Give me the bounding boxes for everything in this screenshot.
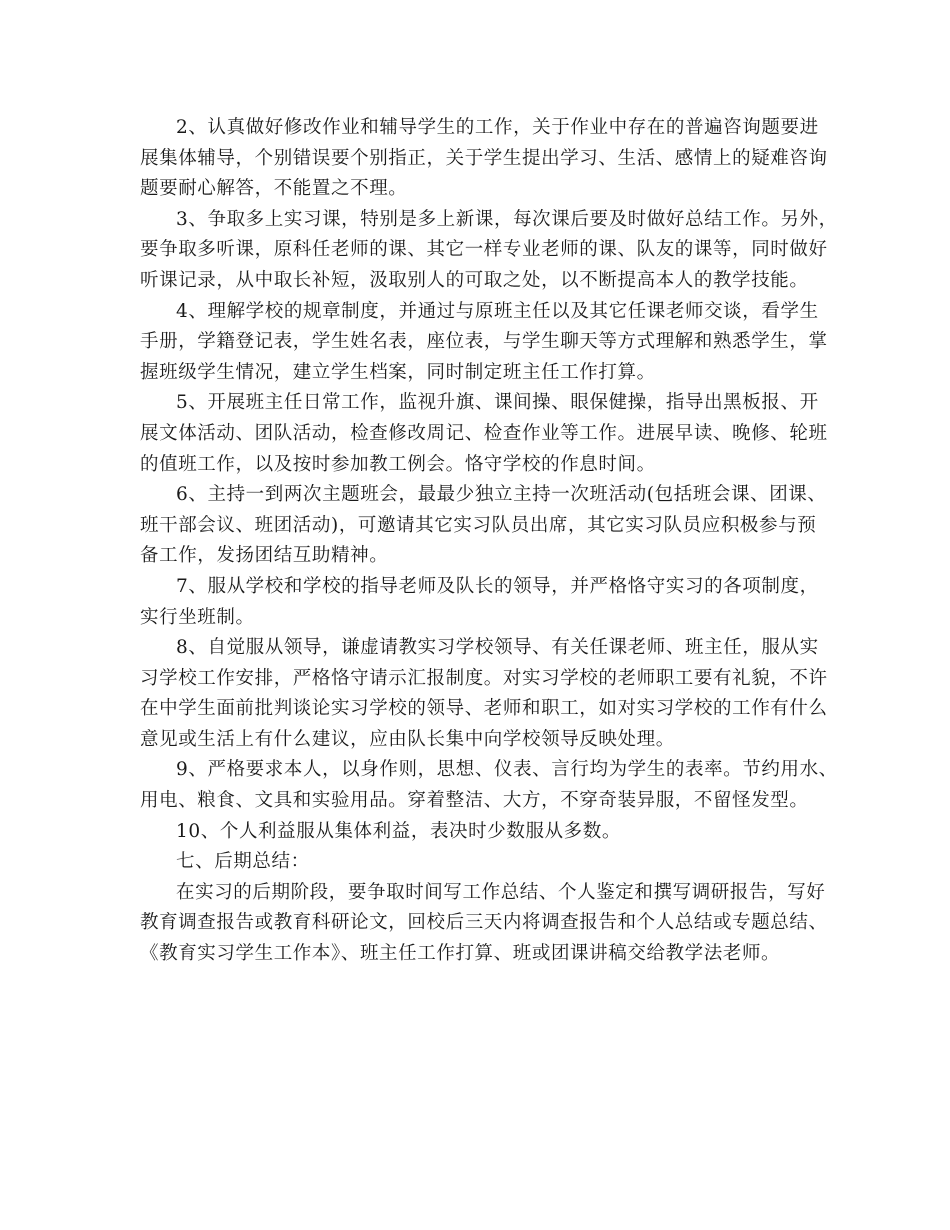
document-body bbox=[140, 113, 838, 970]
text-line: 9、严格要求本人，以身作则，思想、仪表、言行均为学生的表率。节约用水、 bbox=[176, 759, 838, 781]
text-line: 的值班工作，以及按时参加教工例会。恪守学校的作息时间。 bbox=[140, 453, 656, 475]
text-line: 10、个人利益服从集体利益，表决时少数服从多数。 bbox=[176, 820, 621, 842]
paragraph-item-8 bbox=[140, 633, 826, 755]
paragraph-item-9 bbox=[140, 755, 838, 816]
section-heading bbox=[140, 847, 826, 878]
paragraph-item-10 bbox=[140, 817, 826, 848]
text-line: 《教育实习学生工作本》、班主任工作打算、班或团课讲稿交给教学法老师。 bbox=[140, 943, 781, 965]
paragraph-summary bbox=[140, 878, 826, 970]
text-line: 8、自觉服从领导，谦虚请教实习学校领导、有关任课老师、班主任，服从实 bbox=[176, 637, 819, 659]
paragraph-item-4 bbox=[140, 297, 826, 389]
text-line: 意见或生活上有什么建议，应由队长集中向学校领导反映处理。 bbox=[140, 728, 675, 750]
text-line: 6、主持一到两次主题班会，最最少独立主持一次班活动(包括班会课、团课、 bbox=[176, 484, 827, 506]
paragraph-item-2 bbox=[140, 113, 826, 205]
text-line: 要争取多听课，原科任老师的课、其它一样专业老师的课、队友的课等，同时做好 bbox=[140, 239, 828, 261]
paragraph-item-5 bbox=[140, 388, 826, 480]
text-line: 用电、粮食、文具和实验用品。穿着整洁、大方，不穿奇装异服，不留怪发型。 bbox=[140, 790, 809, 812]
section-title: 七、后期总结： bbox=[176, 851, 310, 873]
paragraph-item-7 bbox=[140, 572, 826, 633]
text-line: 班干部会议、班团活动)，可邀请其它实习队员出席，其它实习队员应积极参与预 bbox=[140, 514, 817, 536]
text-line: 教育调查报告或教育科研论文，回校后三天内将调查报告和个人总结或专题总结、 bbox=[140, 912, 828, 934]
paragraph-item-6 bbox=[140, 480, 826, 572]
text-line: 习学校工作安排，严格恪守请示汇报制度。对实习学校的老师职工要有礼貌，不许 bbox=[140, 667, 828, 689]
text-line: 展集体辅导，个别错误要个别指正，关于学生提出学习、生活、感情上的疑难咨询 bbox=[140, 147, 828, 169]
text-line: 题要耐心解答，不能置之不理。 bbox=[140, 178, 408, 200]
text-line: 3、争取多上实习课，特别是多上新课，每次课后要及时做好总结工作。另外， bbox=[176, 208, 838, 230]
text-line: 备工作，发扬团结互助精神。 bbox=[140, 545, 389, 567]
text-line: 5、开展班主任日常工作，监视升旗、课间操、眼保健操，指导出黑板报、开 bbox=[176, 392, 819, 414]
text-line: 2、认真做好修改作业和辅导学生的工作，关于作业中存在的普遍咨询题要进 bbox=[176, 117, 819, 138]
text-line: 展文体活动、团队活动，检查修改周记、检查作业等工作。进展早读、晚修、轮班 bbox=[140, 422, 828, 444]
text-line: 在实习的后期阶段，要争取时间写工作总结、个人鉴定和撰写调研报告，写好 bbox=[176, 881, 826, 903]
paragraph-item-3 bbox=[140, 205, 838, 297]
text-line: 在中学生面前批判谈论实习学校的领导、老师和职工，如对实习学校的工作有什么 bbox=[140, 698, 828, 720]
text-line: 手册，学籍登记表，学生姓名表，座位表，与学生聊天等方式理解和熟悉学生，掌 bbox=[140, 331, 828, 353]
text-line: 握班级学生情况，建立学生档案，同时制定班主任工作打算。 bbox=[140, 361, 656, 383]
text-line: 实行坐班制。 bbox=[140, 606, 255, 628]
text-line: 听课记录，从中取长补短，汲取别人的可取之处，以不断提高本人的教学技能。 bbox=[140, 269, 809, 291]
text-line: 7、服从学校和学校的指导老师及队长的领导，并严格恪守实习的各项制度， bbox=[176, 575, 819, 597]
text-line: 4、理解学校的规章制度，并通过与原班主任以及其它任课老师交谈，看学生 bbox=[176, 300, 819, 322]
